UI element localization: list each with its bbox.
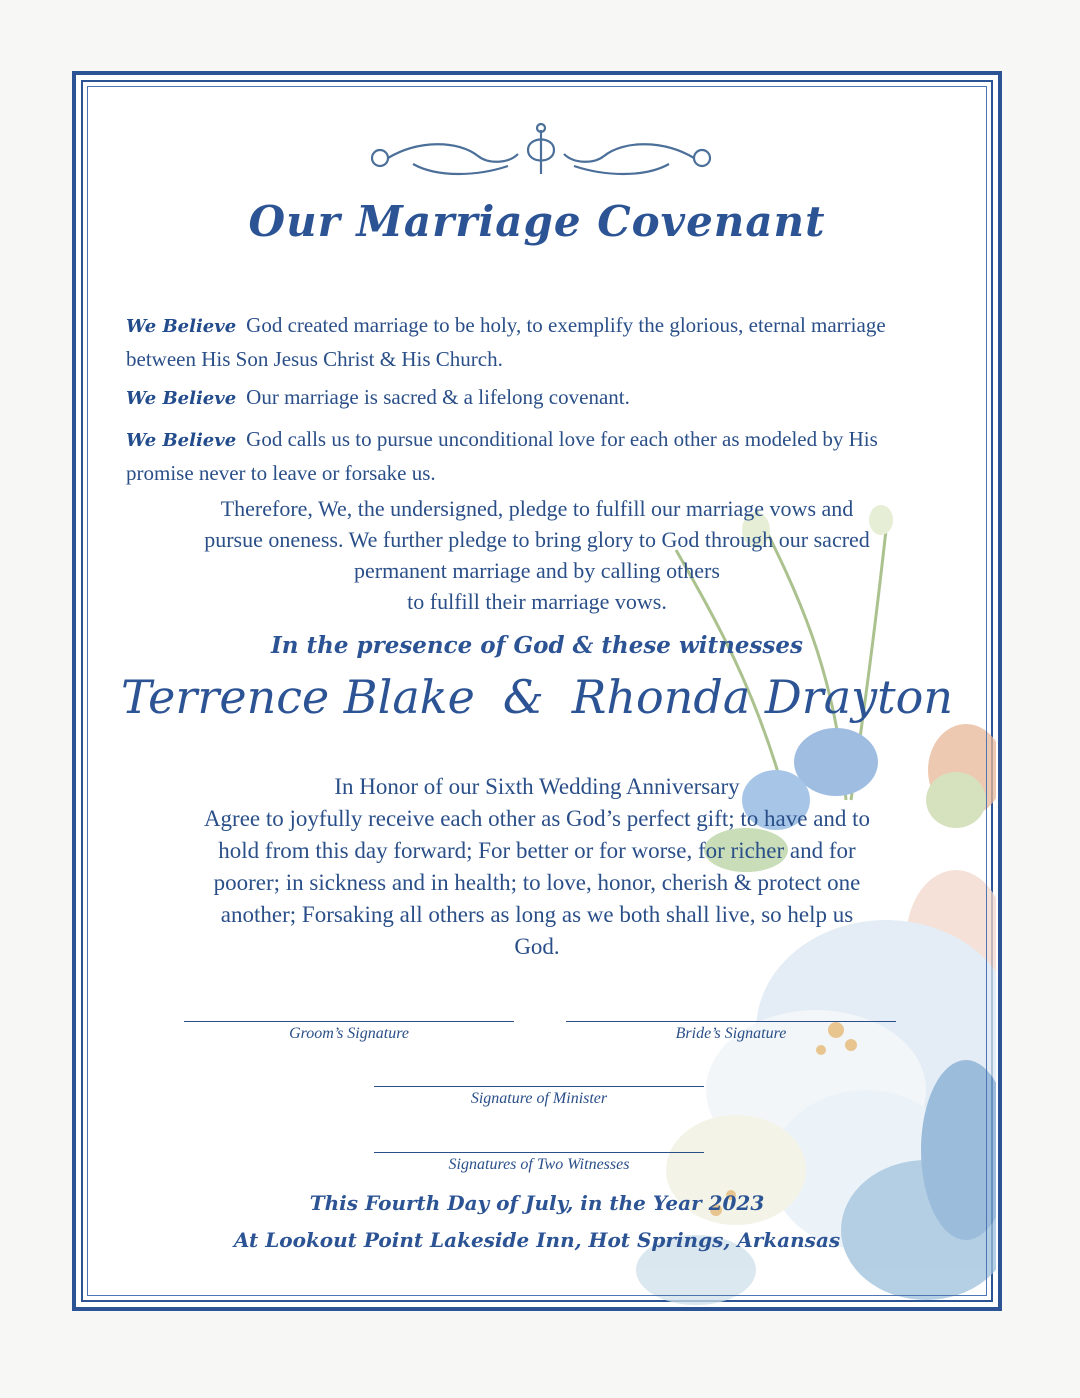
couple-names	[76, 670, 998, 724]
pledge-line: to fulfill their marriage vows.	[407, 589, 667, 614]
belief-paragraph	[126, 309, 926, 375]
belief-lead: We Believe	[126, 388, 237, 409]
bride-signature-label: Bride’s Signature	[675, 1025, 787, 1042]
witnesses-signature-label: Signatures of Two Witnesses	[448, 1156, 630, 1173]
floral-decoration	[636, 470, 996, 1305]
ceremony-location: At Lookout Point Lakeside Inn, Hot Springs, Arkansas	[233, 1228, 841, 1252]
bride-signature-line[interactable]	[566, 1021, 896, 1022]
vows-line: God.	[514, 934, 560, 959]
pledge-line: permanent marriage and by calling others	[354, 558, 720, 583]
vows-paragraph	[116, 771, 958, 963]
belief-text: Our marriage is sacred & a lifelong covenant.	[246, 385, 630, 409]
groom-signature-line[interactable]	[184, 1021, 514, 1022]
vows-line: hold from this day forward; For better or for worse, for richer and for	[218, 838, 856, 863]
ceremony-date: This Fourth Day of July, in the Year 2023	[309, 1191, 765, 1215]
belief-text: God created marriage to be holy, to exemplify the glorious, eternal marriage between His Son Jesus Christ & His Church.	[126, 313, 886, 371]
vows-line: In Honor of our Sixth Wedding Anniversary	[334, 774, 740, 799]
witnesses-signature-line[interactable]	[374, 1152, 704, 1153]
page-title: Our Marriage Covenant	[248, 197, 826, 246]
belief-lead: We Believe	[126, 316, 237, 337]
pledge-line: pursue oneness. We further pledge to bring glory to God through our sacred	[204, 527, 870, 552]
belief-paragraph	[126, 423, 926, 489]
groom-name: Terrence Blake	[121, 670, 475, 724]
vows-line: Agree to joyfully receive each other as God’s perfect gift; to have and to	[203, 806, 871, 831]
belief-paragraph	[126, 381, 926, 415]
belief-lead: We Believe	[126, 430, 237, 451]
groom-signature-label: Groom’s Signature	[289, 1025, 409, 1042]
presence-heading: In the presence of God & these witnesses	[271, 632, 803, 659]
minister-signature-label: Signature of Minister	[470, 1090, 608, 1107]
minister-signature-line[interactable]	[374, 1086, 704, 1087]
bride-name: Rhonda Drayton	[571, 670, 953, 724]
pledge-line: Therefore, We, the undersigned, pledge to fulfill our marriage vows and	[220, 496, 854, 521]
vows-line: poorer; in sickness and in health; to love, honor, cherish & protect one	[213, 870, 861, 895]
vows-line: another; Forsaking all others as long as we both shall live, so help us	[220, 902, 854, 927]
covenant-certificate	[72, 71, 1002, 1311]
belief-text: God calls us to pursue unconditional love for each other as modeled by His promise never to leave or forsake us.	[126, 427, 878, 485]
pledge-paragraph	[116, 493, 958, 617]
flourish-ornament	[368, 120, 714, 184]
ampersand: &	[502, 670, 544, 724]
